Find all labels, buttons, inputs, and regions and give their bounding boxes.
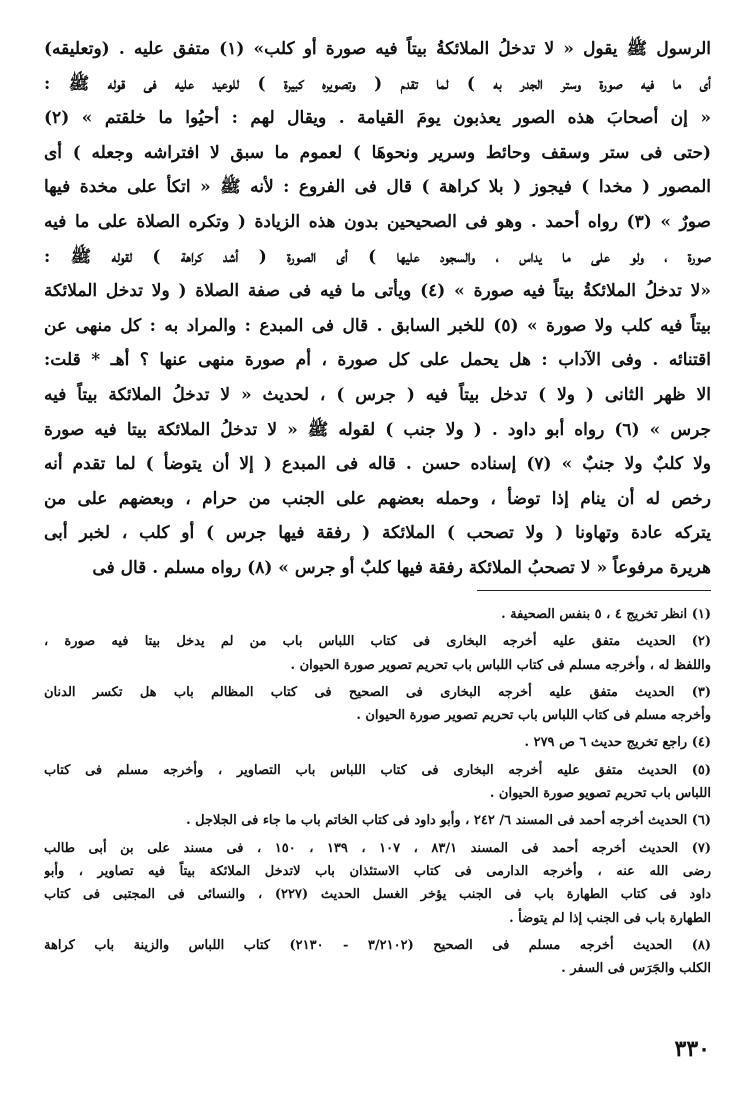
text-line: صورة ، ولو على ما يداس ، والسجود عليها ) أى الصورة ( أشد كراهة ) لقوله ﷺ : [44, 246, 711, 267]
text-line: جرس » (٦) رواه أبو داود . ( ولا جنب ) لقوله ﷺ « لا تدخلُ الملائكة بيتا فيه صورة [44, 419, 711, 440]
text-line: صورٌ » (٣) رواه أحمد . وهو فى الصحيحين بدون هذه الزيادة ( وتكره الصلاة على ما فيه [44, 211, 711, 232]
footnote-line: (٣) الحديث متفق عليه أخرجه البخارى فى الصحيح فى كتاب المظالم باب هل تكسر الدنان [44, 684, 711, 700]
footnote-line: الكلب والجَرَس فى السفر . [561, 961, 711, 977]
footnotes [44, 603, 711, 980]
footnote-line: رضى الله عنه ، وأخرجه الدارمى فى كتاب الاستئذان باب لاتدخل الملائكة بيتاً فيه تصاوير ، وأبو [44, 863, 711, 879]
footnote-line: (٢) الحديث متفق عليه أخرجه البخارى فى كتاب اللباس باب من لم يدخل بيتا فيه صورة ، [44, 634, 711, 650]
text-line: الا ظهر الثانى ( ولا ) تدخل بيتاً فيه ( جرس ) ، لحديث « لا تدخلُ الملائكة بيتاً فيه [44, 384, 711, 405]
text-line: «لا تدخلُ الملائكةُ بيتاً فيه صورة » (٤) ويأتى ما فيه فى صفة الصلاة ( ولا تدخل الملائكة [44, 281, 711, 302]
text-line: يتركه عادة وتهاونا ( ولا تصحب ) الملائكة ( رفقة فيها جرس ) أو كلب ، لخبر أبى [44, 523, 711, 544]
footnote-line: (٧) الحديث أخرجه أحمد فى المسند ٨٣/١ ، ١٠٧ ، ١٣٩ ، ١٥٠ ، فى مسند على بن أبى طالب [44, 840, 711, 856]
footnote-separator [477, 590, 711, 591]
text-line: المصور ( مخدا ) فيجوز ( بلا كراهة ) قال فى الفروع : لأنه ﷺ « اتكأ على مخدة فيها [44, 177, 711, 198]
text-line: الرسول ﷺ يقول « لا تدخلُ الملائكةُ بيتاً فيه صورة أو كلب» (١) متفق عليه . (وتعليقه) [44, 39, 711, 59]
text-line: (حتى فى ستر وسقف وحائط وسرير ونحوهَا ) لعموم ما سبق لا افتراشه وجعله ) أى [44, 142, 711, 163]
text-line: رخص له أن ينام إذا توضأ ، وحمله بعضهم على الجنب من حرام ، وبعضهم على من [44, 488, 711, 509]
text-line: أى ما فيه صورة وستر الجدر به ) لما تقدم ( وتصويره كبيرة ) للوعيد عليه فى قوله ﷺ : [44, 73, 711, 94]
footnote-line: (٨) الحديث أخرجه مسلم فى الصحيح (٣/٢١٠٢ - ٢١٣٠) كتاب اللباس والزينة باب كراهة [44, 937, 711, 953]
page-number: ٣٣٠ [674, 1036, 710, 1062]
footnote-line: (٤) راجع تخريج حديث ٦ ص ٢٧٩ . [524, 735, 711, 751]
footnote-line: اللباس باب تحريم تصويو صورة الحيوان . [489, 786, 711, 802]
text-line: اقتنائه . وفى الآداب : هل يحمل على كل صورة ، أم صورة منهى عنها ؟ أهـ * قلت: [44, 350, 711, 371]
main-text [44, 32, 711, 586]
footnote-line: وأخرجه مسلم فى كتاب اللباس باب تحريم تصوير صورة الحيوان . [356, 708, 711, 724]
text-line: بيتاً فيه كلب ولا صورة » (٥) للخبر السابق . قال فى المبدع : والمراد به : كل منهى عن [44, 315, 711, 336]
footnote-line: واللفظ له ، وأخرجه مسلم فى كتاب اللباس باب تحريم تصوير صورة الحيوان . [290, 657, 711, 673]
footnote-line: (٦) الحديث أخرجه أحمد فى المسند ٦/ ٢٤٢ ، وأبو داود فى كتاب الخاتم باب ما جاء فى الجلاجل . [186, 813, 711, 829]
footnote-line: داود فى كتاب الطهارة باب فى الجنب يؤخر الغسل الحديث (٢٢٧) ، والنسائى فى المجتبى فى كتاب [44, 887, 711, 903]
footnote-line: (٥) الحديث متفق عليه أخرجه البخارى فى كتاب اللباس باب التصاوير ، وأخرجه مسلم فى كتاب [44, 762, 711, 778]
footnote-line: الطهارة باب فى الجنب إذا لم يتوضأ . [509, 910, 711, 926]
text-line: هريرة مرفوعاً « لا تصحبُ الملائكة رفقة فيها كلبٌ أو جرس » (٨) رواه مسلم . قال فى [92, 557, 711, 578]
text-line: « إن أصحابَ هذه الصور يعذبون يومَ القيامة . ويقال لهم : أحيُوا ما خلقتم » (٢) [44, 108, 711, 129]
text-line: ولا كلبٌ ولا جنبٌ » (٧) إسناده حسن . قاله فى المبدع ( إلا أن يتوضأ ) لما تقدم أنه [44, 454, 711, 475]
footnote-line: (١) انظر تخريج ٤ ، ٥ بنفس الصحيفة . [501, 607, 711, 622]
